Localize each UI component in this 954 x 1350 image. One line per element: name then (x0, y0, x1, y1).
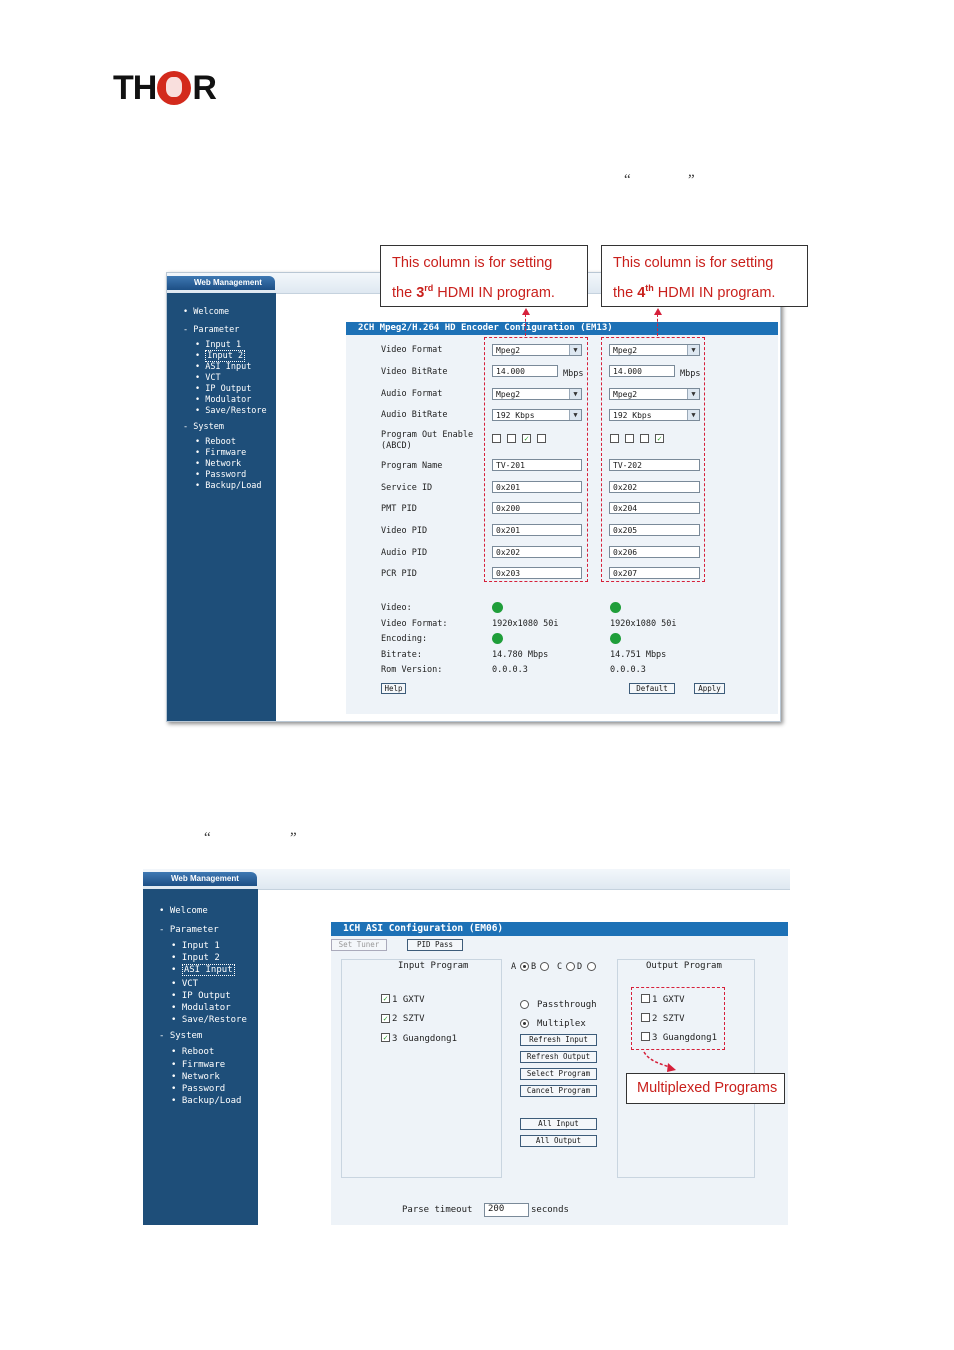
logo-text-left: TH (113, 69, 157, 107)
input-checkbox-1[interactable]: ✓ (381, 994, 390, 1003)
input-program-2: 2 SZTV (392, 1014, 425, 1024)
program-name-input-1[interactable]: TV-201 (492, 459, 582, 471)
panel-title: 2CH Mpeg2/H.264 HD Encoder Configuration (EM13) (346, 322, 778, 335)
cancel-program-button[interactable]: Cancel Program (520, 1085, 597, 1097)
open-quote-2: “ (204, 830, 211, 846)
sidebar-item-reboot[interactable]: • Reboot (195, 437, 236, 447)
pmt-pid-input-1[interactable]: 0x200 (492, 502, 582, 514)
pmt-pid-input-2[interactable]: 0x204 (609, 502, 700, 514)
radio-c[interactable] (566, 962, 575, 971)
label-program-name: Program Name (381, 461, 443, 471)
close-quote-2: ” (290, 830, 297, 846)
sidebar2-item-welcome[interactable]: • Welcome (159, 906, 208, 916)
sidebar2-item-ip-output[interactable]: • IP Output (171, 991, 231, 1001)
audio-format-select-2[interactable]: Mpeg2 ▼ (609, 388, 700, 400)
passthrough-label: Passthrough (537, 1000, 597, 1010)
radio-b-label: B (531, 962, 537, 972)
callout-column-3 (380, 245, 588, 307)
sidebar2-item-firmware[interactable]: • Firmware (171, 1060, 226, 1070)
pid-pass-tab[interactable]: PID Pass (407, 939, 463, 951)
output-program-3: 3 Guangdong1 (652, 1033, 718, 1043)
video-format-select-2[interactable]: Mpeg2 ▼ (609, 344, 700, 356)
radio-d[interactable] (587, 962, 596, 971)
input-program-label: Input Program (398, 961, 469, 971)
top-bar-2 (143, 869, 790, 890)
label-pmt-pid: PMT PID (381, 504, 417, 514)
asi-config-screenshot (143, 869, 790, 1225)
label-video-status: Video: (381, 603, 412, 613)
input-checkbox-2[interactable]: ✓ (381, 1014, 390, 1023)
audio-bitrate-select-2[interactable]: 192 Kbps ▼ (609, 409, 700, 421)
multiplex-radio[interactable] (520, 1019, 529, 1028)
program-out-enable-checkbox-2-4[interactable]: ✓ (655, 434, 664, 443)
sidebar-item-save-restore[interactable]: • Save/Restore (195, 406, 267, 416)
label-service-id: Service ID (381, 483, 433, 493)
chevron-down-icon: ▼ (687, 389, 699, 399)
label-program-out-enable: Program Out Enable (381, 430, 474, 440)
encoder-config-screenshot (166, 272, 781, 722)
web-management-tab[interactable]: Web Management (167, 276, 275, 290)
audio-format-select-1[interactable]: Mpeg2 ▼ (492, 388, 582, 400)
bitrate-value-2: 14.751 Mbps (610, 650, 667, 660)
video-format-select-1[interactable]: Mpeg2 ▼ (492, 344, 582, 356)
audio-pid-input-1[interactable]: 0x202 (492, 546, 582, 558)
dashed-arrow (640, 1050, 680, 1074)
sidebar-item-ip-output[interactable]: • IP Output (195, 384, 252, 394)
sidebar-2 (143, 889, 258, 1225)
rom-version-value-1: 0.0.0.3 (492, 665, 528, 675)
label-bitrate: Bitrate: (381, 650, 422, 660)
label-audio-bitrate: Audio BitRate (381, 410, 448, 420)
bitrate-value-1: 14.780 Mbps (492, 650, 549, 660)
label-abcd: (ABCD) (381, 441, 412, 451)
program-out-enable-checkbox-1-3[interactable]: ✓ (522, 434, 531, 443)
sidebar-item-input-2[interactable]: • Input 2 (195, 351, 244, 361)
parse-timeout-label: Parse timeout (402, 1205, 473, 1215)
thor-logo (113, 64, 216, 112)
sidebar-item-parameter[interactable]: - Parameter (183, 325, 240, 335)
sidebar2-item-save-restore[interactable]: • Save/Restore (171, 1015, 247, 1025)
program-name-input-2[interactable]: TV-202 (609, 459, 700, 471)
sidebar2-item-input-2[interactable]: • Input 2 (171, 953, 220, 963)
multiplex-label: Multiplex (537, 1019, 586, 1029)
unit-mbps-1: Mbps (563, 369, 584, 379)
sidebar-item-network[interactable]: • Network (195, 459, 242, 469)
column-3-highlight (484, 337, 588, 582)
sidebar2-item-network[interactable]: • Network (171, 1072, 220, 1082)
all-output-button[interactable]: All Output (520, 1135, 597, 1147)
refresh-output-button[interactable]: Refresh Output (520, 1051, 597, 1063)
arrow-line-3 (525, 314, 526, 336)
callout-3-line2: the 3rd HDMI IN program. (392, 283, 555, 301)
audio-bitrate-select-1[interactable]: 192 Kbps ▼ (492, 409, 582, 421)
sidebar2-item-vct[interactable]: • VCT (171, 979, 199, 989)
asi-panel-title: 1CH ASI Configuration (EM06) (331, 922, 788, 936)
output-program-1: 1 GXTV (652, 995, 685, 1005)
unit-mbps-2: Mbps (680, 369, 701, 379)
output-program-2: 2 SZTV (652, 1014, 685, 1024)
radio-a-label: A (511, 962, 517, 972)
arrow-line-4 (657, 314, 658, 336)
video-format-value-1: 1920x1080 50i (492, 619, 559, 629)
select-program-button[interactable]: Select Program (520, 1068, 597, 1080)
close-quote-1: ” (688, 172, 695, 188)
sidebar-item-firmware[interactable]: • Firmware (195, 448, 247, 458)
video-status-dot-1 (492, 602, 503, 613)
sidebar2-item-system[interactable]: - System (159, 1031, 203, 1041)
help-button[interactable]: Help (381, 683, 406, 694)
seconds-label: seconds (531, 1205, 569, 1215)
output-program-label: Output Program (646, 961, 722, 971)
encoding-status-dot-1 (492, 633, 503, 644)
video-format-value-2: 1920x1080 50i (610, 619, 677, 629)
radio-b[interactable] (540, 962, 549, 971)
parse-timeout-input[interactable]: 200 (484, 1203, 529, 1217)
sidebar2-item-modulator[interactable]: • Modulator (171, 1003, 231, 1013)
passthrough-radio[interactable] (520, 1000, 529, 1009)
label-encoding: Encoding: (381, 634, 428, 644)
apply-button[interactable]: Apply (694, 683, 725, 694)
label-audio-pid: Audio PID (381, 548, 428, 558)
label-video-pid: Video PID (381, 526, 428, 536)
sidebar-item-modulator[interactable]: • Modulator (195, 395, 252, 405)
sidebar-item-password[interactable]: • Password (195, 470, 247, 480)
sidebar2-item-backup-load[interactable]: • Backup/Load (171, 1096, 242, 1106)
label-video-format-status: Video Format: (381, 619, 448, 629)
input-checkbox-3[interactable]: ✓ (381, 1033, 390, 1042)
rom-version-value-2: 0.0.0.3 (610, 665, 646, 675)
pcr-pid-input-1[interactable]: 0x203 (492, 567, 582, 579)
output-programs-highlight (631, 987, 725, 1050)
column-4-highlight (601, 337, 705, 582)
sidebar2-item-password[interactable]: • Password (171, 1084, 226, 1094)
input-program-3: 3 Guangdong1 (392, 1034, 458, 1044)
logo-text-right: R (192, 69, 216, 107)
radio-d-label: D (577, 962, 583, 972)
label-pcr-pid: PCR PID (381, 569, 417, 579)
label-video-bitrate: Video BitRate (381, 367, 448, 377)
input-program-1: 1 GXTV (392, 995, 425, 1005)
input-program-panel (341, 959, 502, 1178)
video-pid-input-1[interactable]: 0x201 (492, 524, 582, 536)
sidebar-item-welcome[interactable]: • Welcome (183, 307, 230, 317)
video-pid-input-2[interactable]: 0x205 (609, 524, 700, 536)
label-video-format: Video Format (381, 345, 443, 355)
refresh-input-button[interactable]: Refresh Input (520, 1034, 597, 1046)
chevron-down-icon: ▼ (569, 410, 581, 420)
pcr-pid-input-2[interactable]: 0x207 (609, 567, 700, 579)
video-bitrate-input-1[interactable]: 14.000 (492, 365, 558, 377)
sidebar2-item-parameter[interactable]: - Parameter (159, 925, 219, 935)
sidebar2-item-reboot[interactable]: • Reboot (171, 1047, 215, 1057)
open-quote-1: “ (624, 172, 631, 188)
sidebar2-item-asi-input[interactable]: • ASI Input (171, 965, 233, 975)
multiplexed-programs-callout: Multiplexed Programs (626, 1073, 785, 1104)
default-button[interactable]: Default (629, 683, 675, 694)
callout-4-line2: the 4th HDMI IN program. (613, 283, 776, 301)
service-id-input-1[interactable]: 0x201 (492, 481, 582, 493)
label-rom-version: Rom Version: (381, 665, 443, 675)
globe-icon (157, 71, 191, 105)
sidebar-item-system[interactable]: - System (183, 422, 224, 432)
audio-pid-input-2[interactable]: 0x206 (609, 546, 700, 558)
sidebar-item-vct[interactable]: • VCT (195, 373, 221, 383)
video-status-dot-2 (610, 602, 621, 613)
sidebar-item-backup-load[interactable]: • Backup/Load (195, 481, 262, 491)
chevron-down-icon: ▼ (687, 345, 699, 355)
arrow-up-icon (522, 308, 530, 315)
radio-c-label: C (557, 962, 563, 972)
set-tuner-tab[interactable]: Set Tuner (331, 939, 387, 951)
chevron-down-icon: ▼ (569, 345, 581, 355)
service-id-input-2[interactable]: 0x202 (609, 481, 700, 493)
sidebar-item-input-1[interactable]: • Input 1 (195, 340, 242, 350)
arrow-up-icon (654, 308, 662, 315)
chevron-down-icon: ▼ (569, 389, 581, 399)
callout-4-line1: This column is for setting (613, 255, 774, 271)
sidebar (167, 293, 276, 721)
sidebar-item-asi-input[interactable]: • ASI Input (195, 362, 252, 372)
radio-a[interactable] (520, 962, 529, 971)
video-bitrate-input-2[interactable]: 14.000 (609, 365, 675, 377)
callout-column-4 (601, 245, 808, 307)
all-input-button[interactable]: All Input (520, 1118, 597, 1130)
label-audio-format: Audio Format (381, 389, 443, 399)
sidebar2-item-input-1[interactable]: • Input 1 (171, 941, 220, 951)
callout-3-line1: This column is for setting (392, 255, 553, 271)
encoding-status-dot-2 (610, 633, 621, 644)
web-management-tab-2[interactable]: Web Management (143, 872, 257, 886)
chevron-down-icon: ▼ (687, 410, 699, 420)
